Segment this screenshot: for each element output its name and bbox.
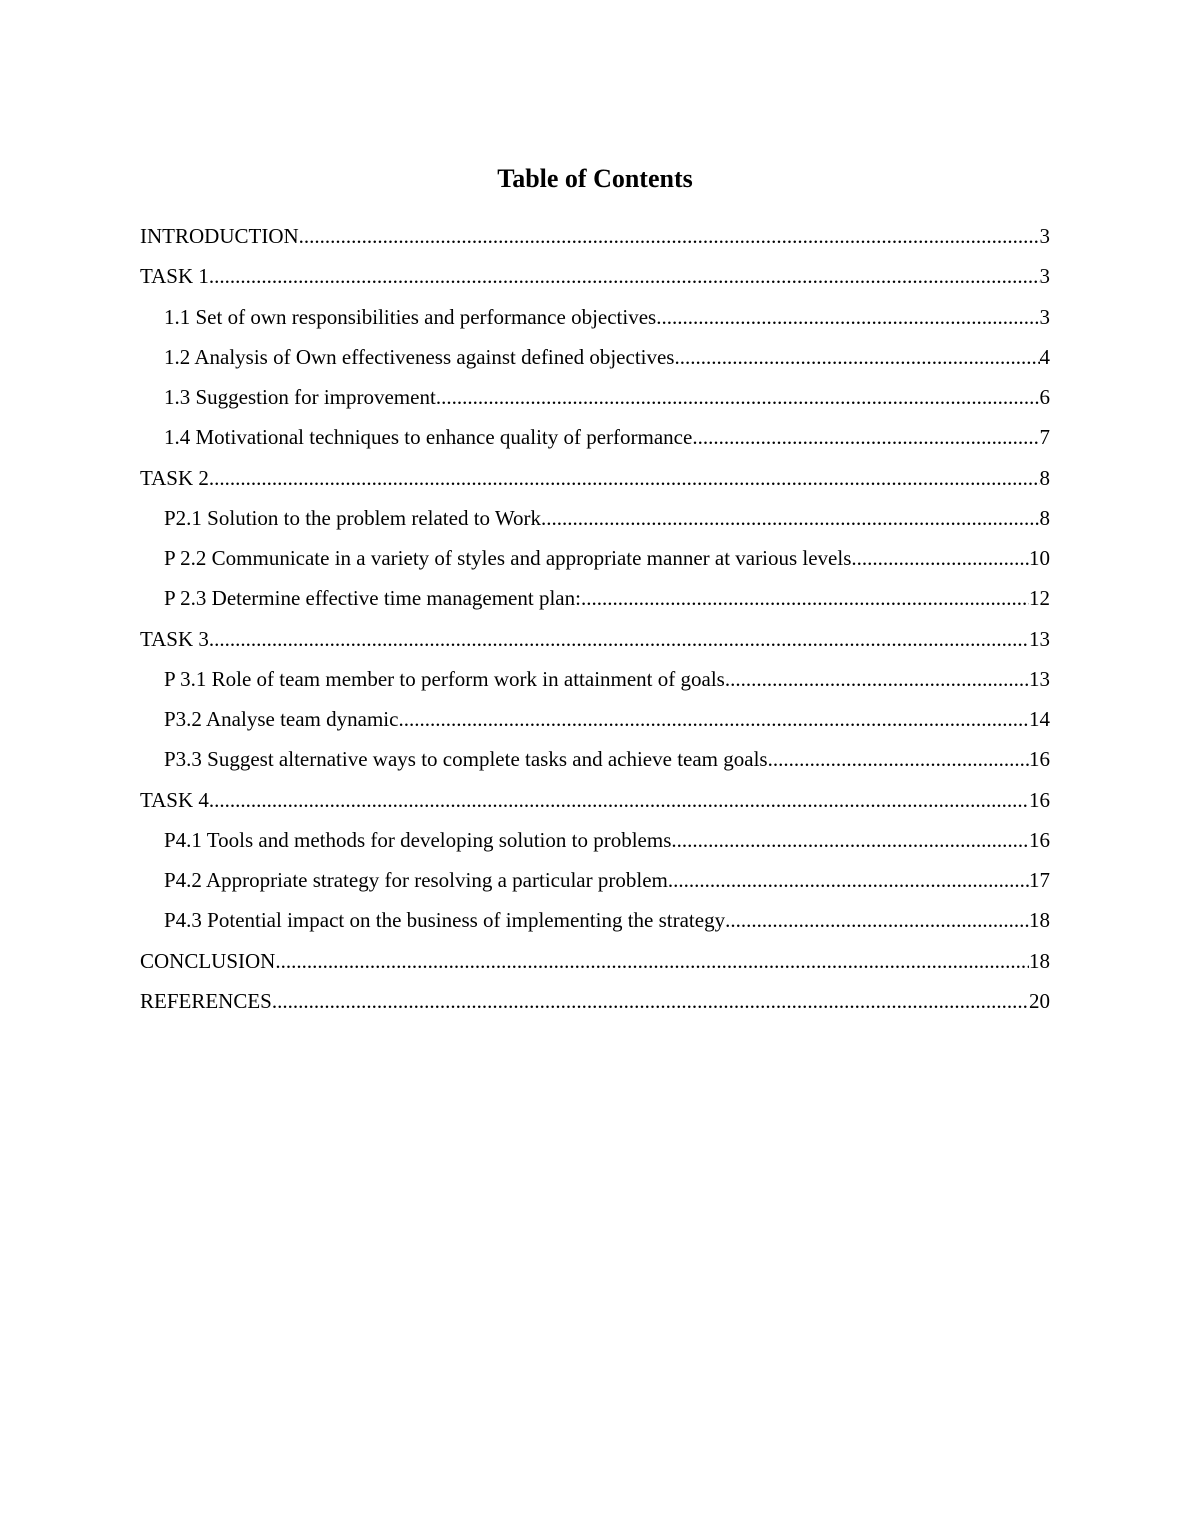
- toc-entry-label: P 3.1 Role of team member to perform work in attainment of goals: [164, 666, 725, 691]
- toc-dot-leader: [209, 623, 1029, 655]
- toc-entry-page-number: 14: [1029, 707, 1050, 731]
- toc-entry-label: TASK 3: [140, 626, 209, 651]
- toc-entry[interactable]: [140, 824, 1050, 864]
- toc-entry-page-number: 16: [1029, 787, 1050, 812]
- toc-dot-leader: [272, 985, 1029, 1017]
- toc-entry-label: P4.2 Appropriate strategy for resolving a particular problem: [164, 868, 668, 892]
- toc-entry-label: 1.2 Analysis of Own effectiveness against defined objectives: [164, 344, 675, 369]
- toc-entry-label: 1.1 Set of own responsibilities and performance objectives: [164, 304, 657, 329]
- toc-dot-leader: [398, 703, 1029, 735]
- toc-entry[interactable]: [140, 502, 1050, 542]
- toc-entry[interactable]: [140, 904, 1050, 944]
- toc-entry[interactable]: [140, 341, 1050, 381]
- toc-dot-leader: [725, 663, 1029, 695]
- toc-dot-leader: [209, 260, 1040, 292]
- toc-entry-page-number: 3: [1039, 264, 1050, 289]
- toc-entry-page-number: 8: [1039, 465, 1050, 490]
- toc-dot-leader: [209, 462, 1040, 494]
- toc-entry[interactable]: [140, 421, 1050, 461]
- toc-entry-page-number: 7: [1039, 425, 1050, 450]
- toc-entry-label: P2.1 Solution to the problem related to Work: [164, 505, 542, 530]
- toc-entry[interactable]: [140, 743, 1050, 783]
- toc-entry-label: 1.3 Suggestion for improvement: [164, 385, 436, 409]
- toc-entry-label: CONCLUSION: [140, 948, 276, 973]
- toc-dot-leader: [851, 542, 1029, 574]
- toc-entry-label: P4.1 Tools and methods for developing solution to problems: [164, 827, 672, 852]
- toc-entry[interactable]: [140, 663, 1050, 703]
- toc-dot-leader: [209, 784, 1029, 816]
- toc-entry[interactable]: [140, 985, 1050, 1025]
- toc-entry[interactable]: [140, 462, 1050, 502]
- toc-dot-leader: [275, 945, 1029, 977]
- toc-entry-page-number: 3: [1039, 224, 1050, 248]
- toc-entry-page-number: 17: [1029, 868, 1050, 892]
- toc-entry-page-number: 3: [1039, 304, 1050, 329]
- toc-entry-page-number: 6: [1039, 385, 1050, 409]
- toc-entry[interactable]: [140, 301, 1050, 341]
- toc-entry[interactable]: [140, 582, 1050, 622]
- toc-entry-page-number: 13: [1029, 626, 1050, 651]
- toc-entry-page-number: 16: [1029, 827, 1050, 852]
- toc-dot-leader: [436, 381, 1040, 413]
- toc-entry-label: P 2.2 Communicate in a variety of styles and appropriate manner at various levels: [164, 546, 852, 570]
- toc-entry-page-number: 4: [1039, 344, 1050, 369]
- toc-entry-label: TASK 1: [140, 264, 209, 289]
- toc-entry-page-number: 12: [1029, 586, 1050, 611]
- toc-dot-leader: [692, 421, 1039, 453]
- toc-entry[interactable]: [140, 864, 1050, 904]
- toc-entry-page-number: 16: [1029, 747, 1050, 772]
- toc-dot-leader: [656, 301, 1039, 333]
- toc-entry-label: TASK 2: [140, 465, 209, 490]
- toc-title: Table of Contents: [497, 164, 693, 193]
- toc-entry-page-number: 18: [1029, 908, 1050, 933]
- toc-dot-leader: [581, 582, 1029, 614]
- toc-dot-leader: [725, 904, 1029, 936]
- toc-dot-leader: [668, 864, 1029, 896]
- toc-list: [140, 220, 1050, 1025]
- toc-entry-label: REFERENCES: [140, 988, 272, 1013]
- toc-entry[interactable]: [140, 260, 1050, 300]
- toc-entry[interactable]: [140, 623, 1050, 663]
- toc-entry-page-number: 10: [1029, 546, 1050, 570]
- toc-entry-label: P3.2 Analyse team dynamic: [164, 707, 399, 731]
- toc-entry[interactable]: [140, 945, 1050, 985]
- toc-entry[interactable]: [140, 784, 1050, 824]
- toc-entry-page-number: 18: [1029, 948, 1050, 973]
- toc-dot-leader: [299, 220, 1040, 252]
- toc-entry-label: P3.3 Suggest alternative ways to complete tasks and achieve team goals: [164, 747, 768, 772]
- toc-dot-leader: [674, 341, 1039, 373]
- toc-entry-label: 1.4 Motivational techniques to enhance quality of performance: [164, 425, 693, 450]
- toc-entry-page-number: 8: [1039, 505, 1050, 530]
- toc-entry[interactable]: [140, 220, 1050, 260]
- toc-dot-leader: [671, 824, 1029, 856]
- toc-entry-page-number: 20: [1029, 988, 1050, 1013]
- toc-entry[interactable]: [140, 542, 1050, 582]
- toc-entry-label: TASK 4: [140, 787, 209, 812]
- toc-entry[interactable]: [140, 381, 1050, 421]
- toc-entry-label: P4.3 Potential impact on the business of implementing the strategy: [164, 908, 726, 933]
- toc-entry-page-number: 13: [1029, 666, 1050, 691]
- toc-entry-label: P 2.3 Determine effective time management plan:: [164, 586, 581, 611]
- toc-entry-label: INTRODUCTION: [140, 224, 299, 248]
- toc-entry[interactable]: [140, 703, 1050, 743]
- toc-dot-leader: [768, 743, 1029, 775]
- toc-dot-leader: [541, 502, 1039, 534]
